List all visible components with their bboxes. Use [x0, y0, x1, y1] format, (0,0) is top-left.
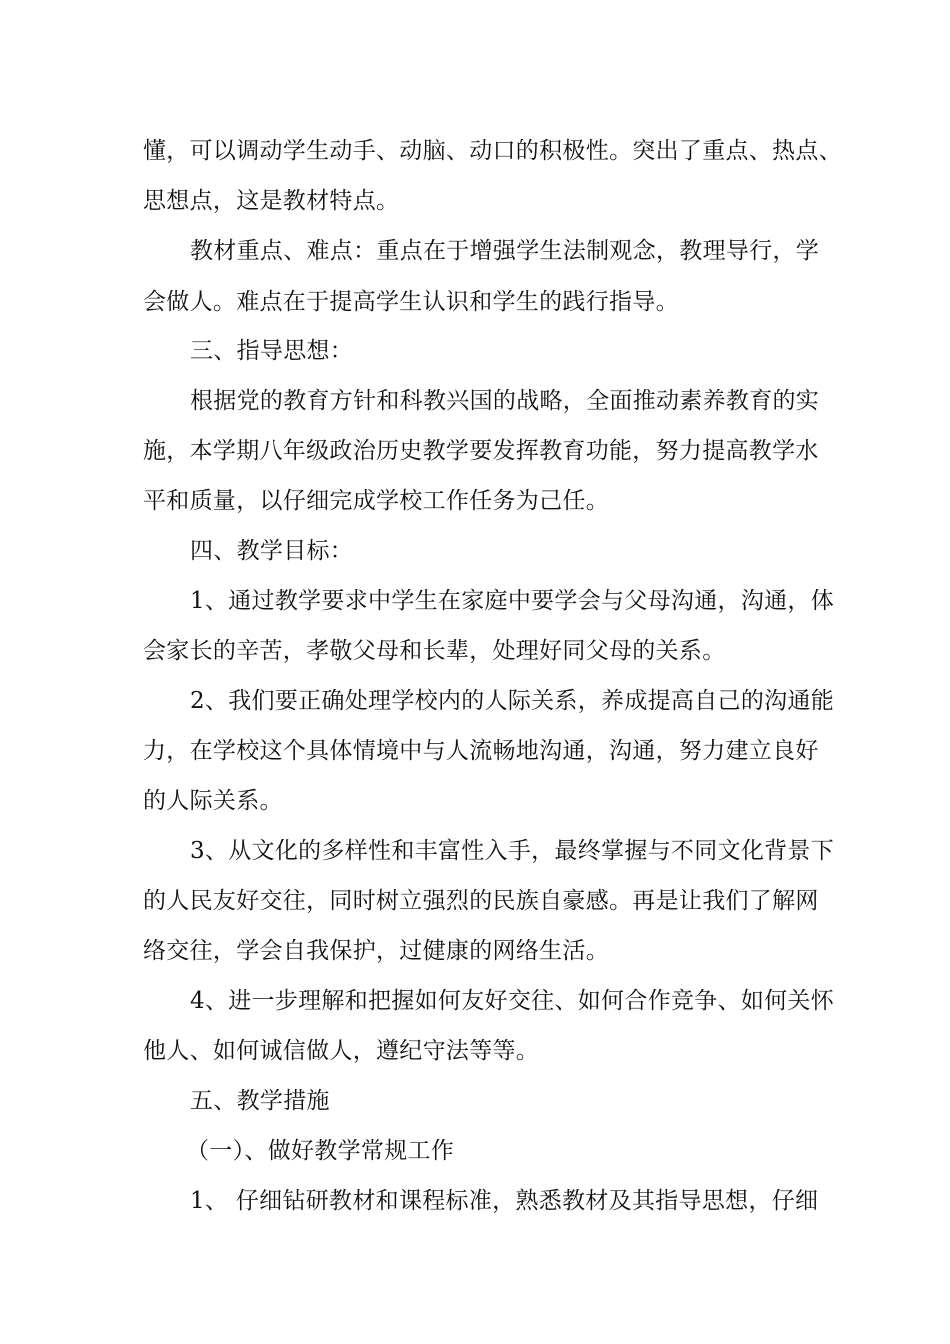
paragraph-line: 思想点，这是教材特点。 — [143, 188, 400, 214]
paragraph-line: 根据党的教育方针和科教兴国的战略，全面推动素养教育的实 — [190, 388, 820, 414]
paragraph-line: 力，在学校这个具体情境中与人流畅地沟通，沟通，努力建立良好 — [143, 738, 819, 764]
paragraph-line: 教材重点、难点：重点在于增强学生法制观念，教理导行，学 — [190, 238, 820, 264]
paragraph-line: 的人际关系。 — [143, 788, 283, 814]
paragraph-line: 会做人。难点在于提高学生认识和学生的践行指导。 — [143, 289, 679, 315]
paragraph-line: 3、从文化的多样性和丰富性入手，最终掌握与不同文化背景下 — [190, 838, 835, 864]
paragraph-line: 1、通过教学要求中学生在家庭中要学会与父母沟通，沟通，体 — [190, 588, 835, 614]
paragraph-line: 2、我们要正确处理学校内的人际关系，养成提高自己的沟通能 — [190, 688, 835, 714]
paragraph-line: 他人、如何诚信做人，遵纪守法等等。 — [143, 1038, 540, 1064]
paragraph-line: 平和质量，以仔细完成学校工作任务为己任。 — [143, 488, 609, 514]
section-heading: 五、教学措施 — [190, 1088, 330, 1114]
section-heading: 四、教学目标： — [190, 538, 354, 564]
paragraph-line: 1、 仔细钻研教材和课程标准，熟悉教材及其指导思想，仔细 — [190, 1188, 819, 1214]
paragraph-line: 络交往，学会自我保护，过健康的网络生活。 — [143, 938, 609, 964]
paragraph-line: 懂，可以调动学生动手、动脑、动口的积极性。突出了重点、热点、 — [143, 138, 842, 164]
paragraph-line: 施，本学期八年级政治历史教学要发挥教育功能，努力提高教学水 — [143, 438, 819, 464]
paragraph-line: 4、进一步理解和把握如何友好交往、如何合作竞争、如何关怀 — [190, 988, 835, 1014]
subsection-heading: （一）、做好教学常规工作 — [186, 1138, 455, 1164]
paragraph-line: 的人民友好交往，同时树立强烈的民族自豪感。再是让我们了解网 — [143, 888, 819, 914]
paragraph-line: 会家长的辛苦，孝敬父母和长辈，处理好同父母的关系。 — [143, 638, 726, 664]
section-heading: 三、指导思想： — [190, 338, 354, 364]
